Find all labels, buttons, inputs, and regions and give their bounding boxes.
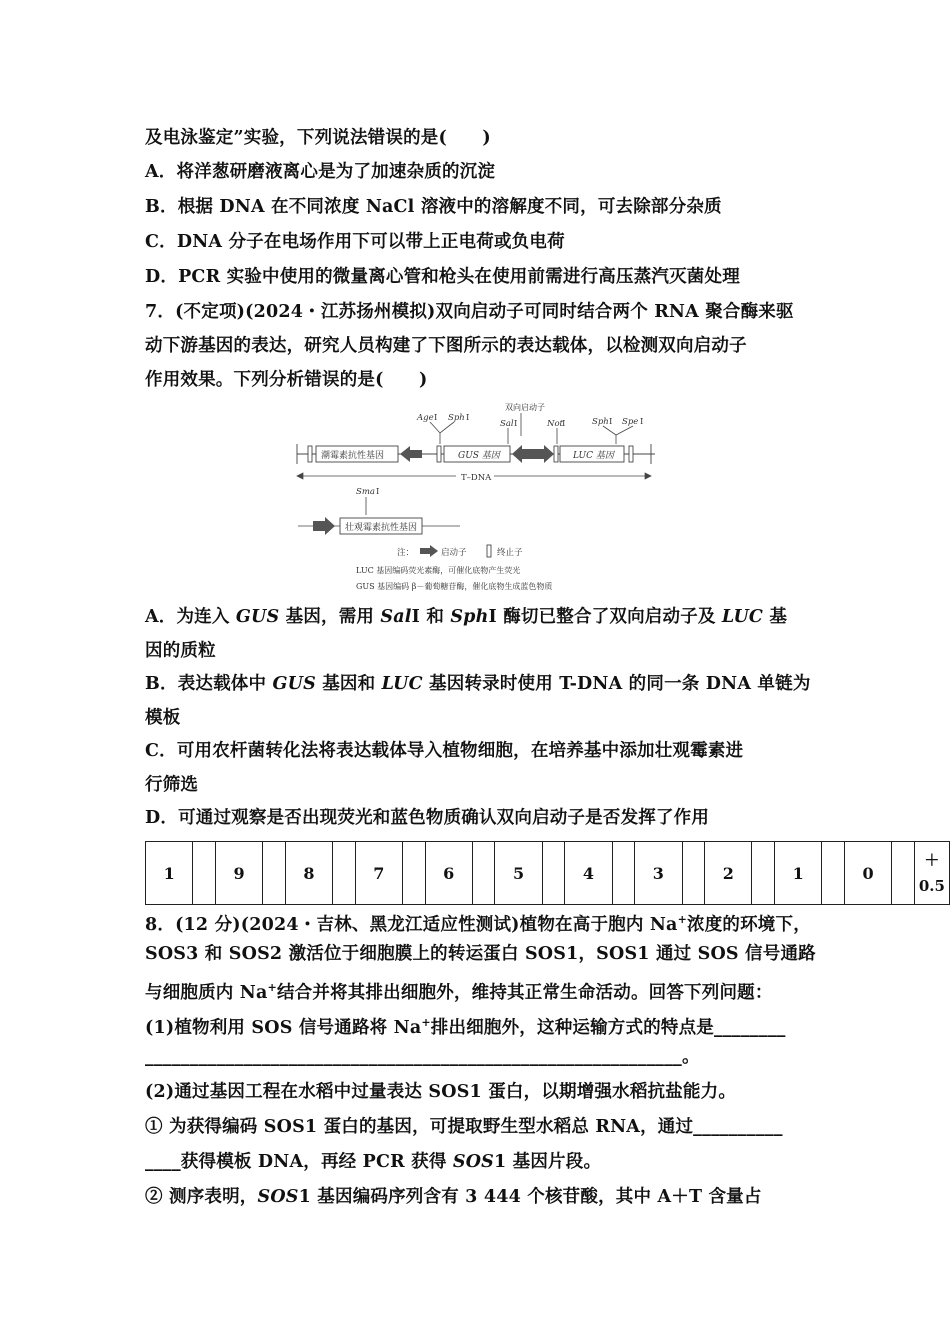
q6-option-a: A．将洋葱研磨液离心是为了加速杂质的沉淀 (145, 162, 496, 182)
q8-part2-stem: (2)通过基因工程在水稻中过量表达 SOS1 蛋白，以期增强水稻抗盐能力。 (145, 1082, 737, 1102)
promoter-arrow-luc (534, 445, 554, 463)
q8-part1-line1: (1)植物利用 SOS 信号通路将 Na+排出细胞外，这种运输方式的特点是________ (145, 1016, 786, 1038)
label-bidirectional-promoter: 双向启动子 (505, 403, 545, 412)
legend-note-label: 注： (397, 548, 415, 558)
score-blank[interactable] (472, 842, 495, 905)
q7-option-c-line1: C．可用农杆菌转化法将表达载体导入植物细胞，在培养基中添加壮观霉素进 (145, 741, 744, 761)
q6-option-c: C．DNA 分子在电场作用下可以带上正电荷或负电荷 (145, 232, 565, 252)
q7-option-b-line1: B．表达载体中 GUS 基因和 LUC 基因转录时使用 T-DNA 的同一条 DNA 单链为 (145, 674, 811, 694)
q6-option-b: B．根据 DNA 在不同浓度 NaCl 溶液中的溶解度不同，可去除部分杂质 (145, 197, 722, 217)
q7-stem-line1: 7．(不定项)(2024・江苏扬州模拟)双向启动子可同时结合两个 RNA 聚合酶来驱 (145, 302, 794, 322)
score-blank[interactable] (822, 842, 845, 905)
score-cell[interactable]: 6 (425, 842, 472, 905)
score-blank[interactable] (333, 842, 356, 905)
score-blank[interactable] (752, 842, 775, 905)
q8-part1-answer-line[interactable]: ____________________________________________________________。 (145, 1047, 700, 1067)
q7-option-d: D．可通过观察是否出现荧光和蓝色物质确认双向启动子是否发挥了作用 (145, 808, 710, 828)
label-spe: Spe (622, 417, 639, 427)
score-blank[interactable] (892, 842, 915, 905)
score-cell[interactable]: 2 (705, 842, 752, 905)
score-blank[interactable] (193, 842, 216, 905)
score-blank[interactable] (542, 842, 565, 905)
q7-option-a-line1: A．为连入 GUS 基因，需用 SalⅠ 和 SphⅠ 酶切已整合了双向启动子及 LUC 基 (145, 607, 788, 627)
score-blank[interactable] (612, 842, 635, 905)
expression-vector-diagram (290, 400, 660, 596)
q8-stem-line3: 与细胞质内 Na+结合并将其排出细胞外，维持其正常生命活动。回答下列问题： (145, 981, 773, 1003)
score-cell[interactable]: 4 (565, 842, 612, 905)
score-cell[interactable]: 9 (215, 842, 262, 905)
label-not-roman: Ⅰ (562, 419, 566, 429)
promoter-arrow-spec (313, 517, 335, 535)
score-cell[interactable]: 1 (775, 842, 822, 905)
q7-stem-line2: 动下游基因的表达，研究人员构建了下图所示的表达载体，以检测双向启动子 (145, 336, 747, 356)
label-sph1-roman: Ⅰ (466, 413, 470, 423)
q8-part2-item2-line1: ② 测序表明，SOS1 基因编码序列含有 3 444 个核苷酸，其中 A＋T 含量占 (145, 1187, 762, 1207)
q8-part2-item1-line1[interactable]: ① 为获得编码 SOS1 蛋白的基因，可提取野生型水稻总 RNA，通过__________ (145, 1117, 783, 1137)
label-age: Age (417, 413, 434, 423)
q6-option-d: D．PCR 实验中使用的微量离心管和枪头在使用前需进行高压蒸汽灭菌处理 (145, 267, 740, 287)
label-sph1: Sph (448, 413, 465, 423)
label-sph2-roman: Ⅰ (609, 417, 613, 427)
q7-stem-line3: 作用效果。下列分析错误的是( ) (145, 370, 428, 390)
q8-part2-item1-line2[interactable]: ____获得模板 DNA，再经 PCR 获得 SOS1 基因片段。 (145, 1152, 602, 1172)
score-cell[interactable]: 8 (285, 842, 332, 905)
label-tdna: T–DNA (461, 473, 492, 483)
legend-luc-note: LUC 基因编码荧光素酶，可催化底物产生荧光 (356, 566, 521, 575)
score-cell[interactable]: 5 (495, 842, 542, 905)
legend-promoter-icon (420, 545, 438, 557)
promoter-arrow-hyg (400, 446, 422, 462)
q6-stem: 及电泳鉴定”实验，下列说法错误的是( ) (145, 128, 491, 148)
label-sal-roman: Ⅰ (514, 419, 518, 429)
label-sal: Sal (500, 419, 514, 429)
label-spe-roman: Ⅰ (640, 417, 644, 427)
legend-terminator-icon (487, 545, 491, 557)
score-cell-half[interactable]: ＋ 0.5 (914, 842, 949, 905)
label-sma: Sma (356, 487, 375, 497)
label-sma-roman: Ⅰ (376, 487, 380, 497)
label-age-roman: Ⅰ (434, 413, 438, 423)
label-hygromycin-gene: 潮霉素抗性基因 (321, 451, 385, 461)
score-blank[interactable] (682, 842, 705, 905)
score-cell[interactable]: 3 (635, 842, 682, 905)
legend-terminator: 终止子 (497, 548, 523, 558)
q8-stem-line2: SOS3 和 SOS2 激活位于细胞膜上的转运蛋白 SOS1，SOS1 通过 SOS 信号通路 (145, 944, 816, 964)
legend-gus-note: GUS 基因编码 β－葡萄糖苷酶，催化底物生成蓝色物质 (356, 582, 553, 591)
promoter-arrow-gus (512, 445, 534, 463)
label-spectinomycin-gene: 壮观霉素抗性基因 (345, 523, 418, 533)
label-not: Not (547, 419, 563, 429)
label-gus-gene: GUS 基因 (458, 451, 500, 461)
q7-option-a-line2: 因的质粒 (145, 641, 216, 661)
legend-promoter: 启动子 (441, 548, 467, 558)
score-table (145, 841, 950, 905)
q7-option-c-line2: 行筛选 (145, 775, 199, 795)
score-cell[interactable]: 0 (844, 842, 891, 905)
label-luc-gene: LUC 基因 (573, 451, 614, 461)
q8-stem-line1: 8．(12 分)(2024・吉林、黑龙江适应性测试)植物在高于胞内 Na+浓度的环境下， (145, 913, 811, 935)
score-cell[interactable]: 1 (146, 842, 193, 905)
score-blank[interactable] (263, 842, 286, 905)
q7-option-b-line2: 模板 (145, 708, 181, 728)
score-cell[interactable]: 7 (355, 842, 402, 905)
score-blank[interactable] (402, 842, 425, 905)
label-sph2: Sph (592, 417, 609, 427)
